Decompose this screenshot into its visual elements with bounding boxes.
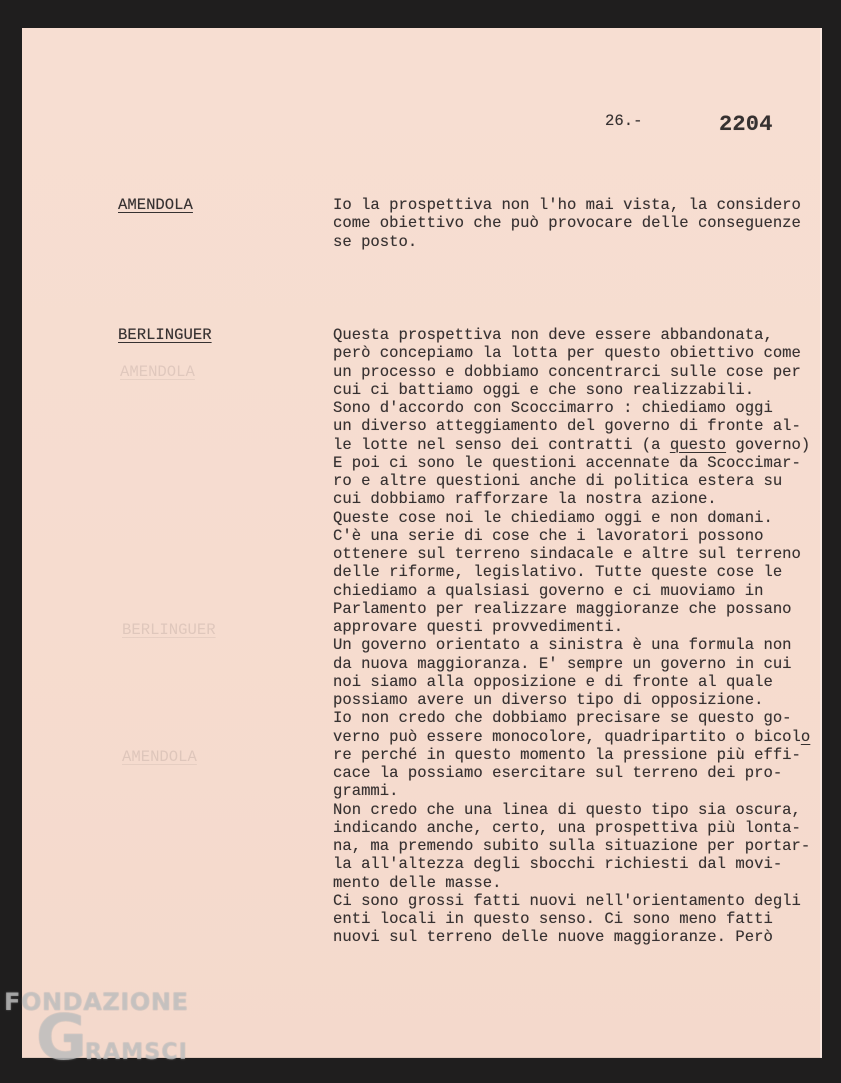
document-page	[22, 28, 822, 1058]
text-line: nuovi sul terreno delle nuove maggioranze. Però	[333, 928, 773, 947]
text-line: delle riforme, legislativo. Tutte queste cose le	[333, 563, 783, 582]
text-line: Ci sono grossi fatti nuovi nell'orientamento degli	[333, 891, 801, 910]
text-line: ro e altre questioni anche di politica estera su	[333, 472, 783, 490]
text-line: re perché in questo momento la pressione più effi-	[333, 745, 801, 764]
text-segment: le lotte nel senso dei contratti (a	[333, 435, 670, 454]
text-line: cui dobbiamo rafforzare la nostra azione.	[333, 490, 717, 509]
text-line: Parlamento per realizzare maggioranze che possano	[333, 599, 792, 618]
text-line: Non credo che una linea di questo tipo sia oscura,	[333, 800, 801, 819]
watermark-line2: GRAMSCI	[36, 1001, 189, 1074]
text-line: possiamo avere un diverso tipo di opposizione.	[333, 691, 764, 709]
underlined-word: questo	[669, 435, 727, 454]
text-line: ottenere sul terreno sindacale e altre sul terreno	[333, 545, 801, 563]
watermark-line1: FONDAZIONE	[4, 988, 189, 1016]
page-number: 26.-	[605, 112, 643, 130]
text-line: come obiettivo che può provocare delle conseguenze	[333, 214, 801, 233]
text-line: da nuova maggioranza. E' sempre un governo in cui	[333, 654, 792, 673]
text-line: approvare questi provvedimenti.	[333, 618, 624, 636]
text-line: E poi ci sono le questioni accennate da Scoccimar-	[333, 453, 801, 472]
document-code: 2204	[719, 112, 773, 137]
text-line: enti locali in questo senso. Ci sono meno fatti	[333, 910, 773, 928]
text-line: grammi.	[333, 782, 399, 801]
text-line: C'è una serie di cose che i lavoratori possono	[333, 526, 764, 545]
text-segment: verno può essere monocolore, quadripartito o bicol	[333, 727, 801, 746]
text-line: cace la possiamo esercitare sul terreno dei pro-	[333, 764, 783, 782]
text-line: chiediamo a qualsiasi governo e ci muoviamo in	[333, 581, 764, 600]
text-segment: governo)	[726, 435, 811, 454]
ghost-speaker-label: AMENDOLA	[122, 748, 197, 766]
text-line: noi siamo alla opposizione e di fronte al quale	[333, 672, 773, 691]
text-line: un diverso atteggiamento del governo di fronte al-	[333, 417, 801, 436]
text-line: un processo e dobbiamo concentrarci sulle cose per	[333, 362, 801, 381]
speech-text	[333, 326, 810, 947]
speaker-label: AMENDOLA	[118, 196, 193, 214]
underlined-word: o	[800, 727, 811, 746]
text-line: Io la prospettiva non l'ho mai vista, la considero	[333, 196, 801, 214]
speech-text	[333, 196, 801, 251]
text-line: Un governo orientato a sinistra è una formula non	[333, 636, 792, 655]
text-line: se posto.	[333, 232, 418, 251]
text-line: Io non credo che dobbiamo precisare se questo go-	[333, 709, 792, 728]
text-line: però concepiamo la lotta per questo obiettivo come	[333, 344, 801, 363]
text-line	[333, 728, 810, 746]
text-line: indicando anche, certo, una prospettiva più lonta-	[333, 818, 801, 837]
text-line: mento delle masse.	[333, 873, 502, 892]
text-line: Sono d'accordo con Scoccimarro : chiediamo oggi	[333, 399, 773, 417]
text-line: Queste cose noi le chiediamo oggi e non domani.	[333, 508, 773, 527]
ghost-speaker-label: AMENDOLA	[120, 363, 195, 381]
text-line: la all'altezza degli sbocchi richiesti dal movi-	[333, 855, 783, 874]
speaker-label: BERLINGUER	[118, 326, 212, 344]
ghost-speaker-label: BERLINGUER	[122, 621, 216, 639]
text-line	[333, 436, 810, 454]
text-line: na, ma premendo subito sulla situazione per portar-	[333, 837, 811, 855]
text-line: cui ci battiamo oggi e che sono realizzabili.	[333, 380, 755, 399]
text-line: Questa prospettiva non deve essere abbandonata,	[333, 326, 773, 344]
